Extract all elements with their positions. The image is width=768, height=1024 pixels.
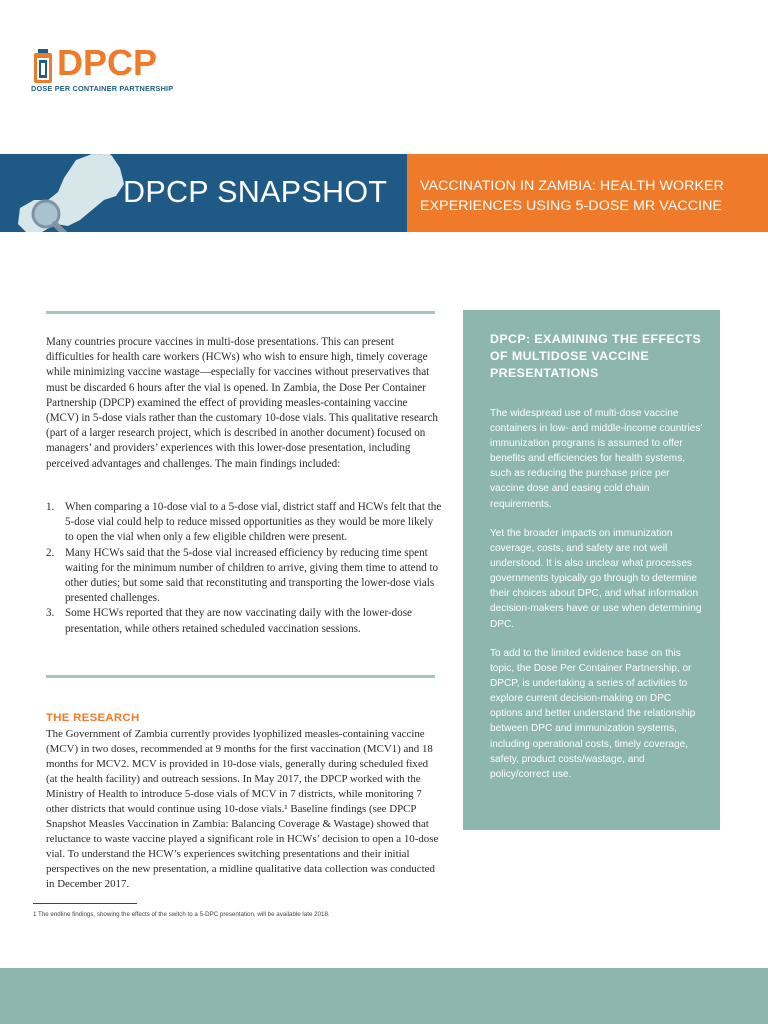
footnote-divider: [33, 903, 137, 904]
list-item-number: 2.: [46, 546, 55, 559]
research-paragraph: The Government of Zambia currently provides lyophilized measles-containing vaccine (MCV) in two doses, recommended at 9 months for the first vaccination (MCV1) and 18 months for MCV2. MCV is provided in 10-dose vials, generally during scheduled fixed (at the health facility) and outreach sessions. In May 2017, the DPCP worked with the Ministry of Health to introduce 5-dose vials of MCV in 7 districts, while monitoring 7 other districts that would continue using 10-dose vials.¹ Baseline findings (see DPCP Snapshot Measles Vaccination in Zambia: Balancing Coverage & Wastage) showed that reluctance to waste vaccine played a significant role in HCWs’ decision to open a 10-dose vial. To understand the HCW’s experiences switching presentations and their initial perspectives on the new presentation, a midline qualitative data collection was conducted in December 2017.: [46, 728, 439, 890]
research-heading: THE RESEARCH: [46, 712, 140, 724]
logo-tagline: DOSE PER CONTAINER PARTNERSHIP: [31, 84, 174, 93]
list-item: [46, 546, 442, 607]
findings-list: [46, 500, 442, 637]
list-item: [46, 606, 442, 636]
section-divider-top: [46, 311, 435, 314]
page-title: DPCP SNAPSHOT: [123, 175, 388, 209]
vaccine-vial-icon: [32, 49, 54, 83]
list-item-text: Some HCWs reported that they are now vaccinating daily with the lower-dose presentation, while others retained scheduled vaccination sessions.: [65, 607, 412, 635]
sidebar-box: [463, 310, 720, 830]
dpcp-logo: [30, 42, 190, 96]
sidebar-paragraph-1: The widespread use of multi-dose vaccine containers in low- and middle-income countries’ immunization programs is assumed to offer benefits and efficiencies for health systems, such as reducing the purchase price per vaccine dose and easing cold chain requirements.: [490, 408, 703, 510]
footnote: 1 The endline findings, showing the effects of the switch to a 5-DPC presentation, will be available late 2018.: [33, 911, 330, 918]
list-item-text: When comparing a 10-dose vial to a 5-dose vial, district staff and HCWs felt that the 5-dose vial could help to reduce missed opportunities as they would be more likely to open the vial when only a few eligible children were present.: [65, 501, 442, 544]
sidebar-paragraph-3: To add to the limited evidence base on this topic, the Dose Per Container Partnership, or DPCP, is undertaking a series of activities to explore current decision-making on DPC options and better understand the relationship between DPC and immunization systems, including operational costs, timely coverage, safety, product costs/wastage, and policy/correct use.: [490, 648, 696, 780]
sidebar-paragraph-2: Yet the broader impacts on immunization coverage, costs, and safety are not well understood. It is also unclear what processes governments typically go through to determine their choices about DPC, and what information decision-makers have or use when determining DPC.: [490, 528, 702, 630]
list-item-text: Many HCWs said that the 5-dose vial increased efficiency by reducing time spent waiting for the minimum number of children to arrive, giving them time to attend to other duties; but some said that reconstituting and transporting the lower-dose vials presented challenges.: [65, 546, 439, 605]
magnifier-icon: [22, 194, 82, 232]
footer-bar: [0, 968, 768, 1024]
logo-wordmark: DPCP: [57, 42, 158, 83]
intro-paragraph: Many countries procure vaccines in multi-dose presentations. This can present difficulties for health care workers (HCWs) who wish to ensure high, timely coverage while minimizing vaccine wastage—especially for vaccines without preservatives that must be discarded 6 hours after the vial is opened. In Zambia, the Dose Per Container Partnership (DPCP) examined the effect of providing measles-containing vaccine (MCV) in 5-dose vials rather than the customary 10-dose vials. This qualitative research (part of a larger research project, which is described in another document) focused on managers’ and providers’ experiences with this lower-dose presentation, including perceived advantages and challenges. The main findings included:: [46, 336, 438, 470]
sidebar-heading: DPCP: EXAMINING THE EFFECTS OF MULTIDOSE VACCINE PRESENTATIONS: [490, 332, 702, 380]
list-item-number: 1.: [46, 501, 55, 513]
list-item-number: 3.: [46, 607, 55, 620]
list-item: [46, 500, 442, 546]
page-subtitle: VACCINATION IN ZAMBIA: HEALTH WORKER EXPERIENCES USING 5-DOSE MR VACCINE: [420, 178, 724, 214]
section-divider-mid: [46, 675, 435, 678]
